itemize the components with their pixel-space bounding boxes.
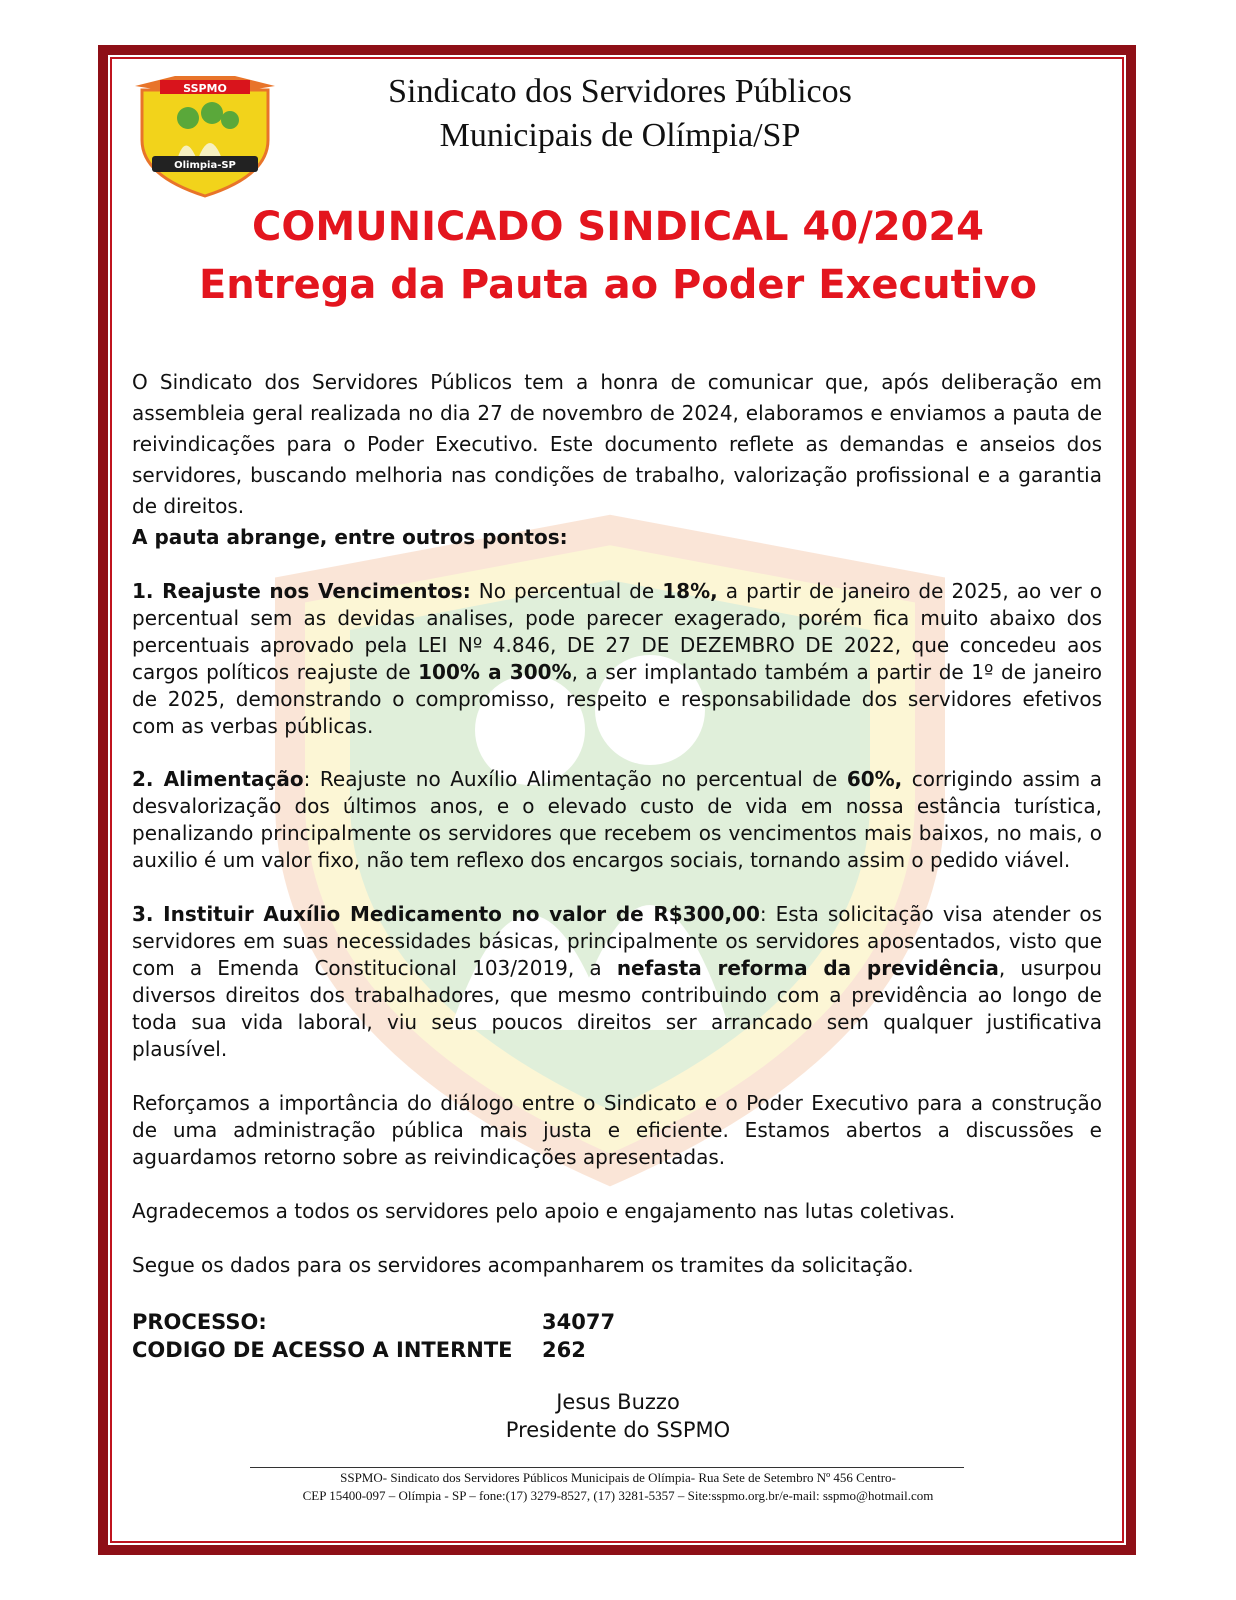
item-3-title: 3. Instituir Auxílio Medicamento no valor de R$300,00 <box>132 902 760 926</box>
item-1-text-a: No percentual de <box>470 579 663 603</box>
signer-role: Presidente do SSPMO <box>505 1418 731 1442</box>
access-code-row <box>132 1336 615 1364</box>
organization-name-line1: Sindicato dos Servidores Públicos <box>388 73 852 110</box>
title-line1: COMUNICADO SINDICAL 40/2024 <box>251 204 985 250</box>
item-1-paragraph <box>132 578 1102 740</box>
intro-text: O Sindicato dos Servidores Públicos tem a honra de comunicar que, após deliberação em assembleia geral realizada no dia 27 de novembro de 2024, elaboramos e enviamos a pauta de reivindicações para o Poder Executivo. Este documento reflete as demandas e anseios dos servidores, buscando melhoria nas condições de trabalho, valorização profissional e a garantia de direitos. <box>132 370 1102 518</box>
document-title <box>130 198 1106 314</box>
logo-bottom-text: Olimpia-SP <box>174 160 236 171</box>
organization-name-line2: Municipais de Olímpia/SP <box>439 117 801 154</box>
item-1-text-b: a partir de janeiro de 2025, ao ver o percentual sem as devidas analises, pode parecer exagerado, porém fica muito abaixo dos percentuais aprovado pela LEI Nº 4.846, DE 27 DE DEZEMBRO DE 2022, que concedeu aos cargos políticos reajuste de <box>132 579 1103 684</box>
item-1-title: 1. Reajuste nos Vencimentos: <box>132 579 471 603</box>
footer-divider <box>250 1467 964 1468</box>
item-2-paragraph <box>132 766 1102 874</box>
process-info <box>132 1308 615 1364</box>
process-number-value: 34077 <box>542 1310 616 1334</box>
process-number-row <box>132 1308 615 1336</box>
item-1-bold-b: 100% a 300% <box>418 660 572 684</box>
signer-name: Jesus Buzzo <box>556 1390 680 1414</box>
thanks-paragraph: Agradecemos a todos os servidores pelo apoio e engajamento nas lutas coletivas. <box>132 1199 956 1223</box>
item-3-paragraph <box>132 901 1102 1063</box>
process-data-paragraph: Segue os dados para os servidores acompanharem os tramites da solicitação. <box>132 1253 914 1277</box>
item-2-title: 2. Alimentação <box>132 767 304 791</box>
sspmo-logo <box>130 68 280 198</box>
item-3-text-b: , usurpou diversos direitos dos trabalhadores, que mesmo contribuindo com a previdência ao longo de toda sua vida laboral, viu seus poucos direitos ser arrancado sem qualquer justificativa plausível. <box>132 956 1102 1061</box>
logo-top-text: SSPMO <box>183 82 227 95</box>
footer-line2: CEP 15400-097 – Olímpia - SP – fone:(17) 3279-8527, (17) 3281-5357 – Site:sspmo.org.br/e-mail: sspmo@hotmail.com <box>302 1488 934 1503</box>
process-number-label: PROCESSO: <box>132 1310 267 1334</box>
item-1-text-c: , a ser implantado também a partir de 1º de janeiro de 2025, demonstrando o compromisso, respeito e responsabilidade dos servidores efetivos com as verbas públicas. <box>132 660 1102 738</box>
item-3-bold-a: nefasta reforma da previdência <box>616 956 999 980</box>
reinforcement-paragraph: Reforçamos a importância do diálogo entre o Sindicato e o Poder Executivo para a construção de uma administração pública mais justa e eficiente. Estamos abertos a discussões e aguardamos retorno sobre as reivindicações apresentadas. <box>132 1091 1102 1169</box>
footer-line1: SSPMO- Sindicato dos Servidores Públicos Municipais de Olímpia- Rua Sete de Setembro Nº 456 Centro- <box>340 1470 896 1485</box>
footer-address <box>200 1469 1036 1505</box>
item-2-text-a: : Reajuste no Auxílio Alimentação no percentual de <box>303 767 847 791</box>
pauta-heading: A pauta abrange, entre outros pontos: <box>132 525 568 549</box>
organization-name <box>320 70 920 158</box>
signature-block <box>130 1388 1106 1444</box>
access-code-label: CODIGO DE ACESSO A INTERNTE <box>132 1338 513 1362</box>
item-2-bold-a: 60%, <box>846 767 903 791</box>
title-line2: Entrega da Pauta ao Poder Executivo <box>198 262 1038 308</box>
item-2-text-b: corrigindo assim a desvalorização dos últimos anos, e o elevado custo de vida em nossa estância turística, penalizando principalmente os servidores que recebem os vencimentos mais baixos, no mais, o auxilio é um valor fixo, não tem reflexo dos encargos sociais, tornando assim o pedido viável. <box>132 767 1102 872</box>
item-1-bold-a: 18%, <box>662 579 718 603</box>
intro-paragraph <box>132 367 1102 553</box>
item-3-text-a: : Esta solicitação visa atender os servidores em suas necessidades básicas, principalmente os servidores aposentados, visto que com a Emenda Constitucional 103/2019, a <box>132 902 1102 980</box>
access-code-value: 262 <box>542 1338 586 1362</box>
